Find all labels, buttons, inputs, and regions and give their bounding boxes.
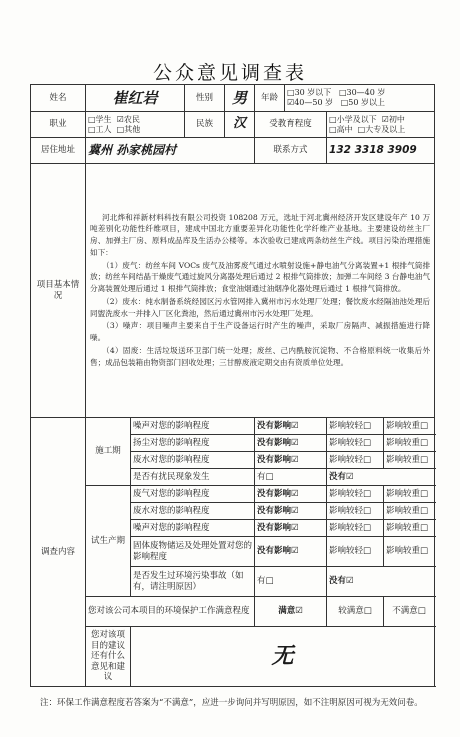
- edu-option[interactable]: ☑初中: [381, 114, 405, 124]
- answer-no-impact[interactable]: 没有影响☑: [255, 435, 327, 452]
- operation-label: 试生产期: [86, 486, 131, 597]
- answer-heavy-impact[interactable]: 影响较重□: [384, 486, 435, 503]
- answer-light-impact[interactable]: 影响较轻□: [327, 418, 384, 435]
- answer-heavy-impact[interactable]: 影响较重□: [384, 503, 435, 520]
- answer-no-impact[interactable]: 没有影响☑: [255, 486, 327, 503]
- edu-option[interactable]: □高中: [329, 124, 353, 134]
- answer-light-impact[interactable]: 影响较轻□: [327, 537, 384, 567]
- survey-item: 噪声对您的影响程度: [131, 520, 255, 537]
- survey-item: 废气对您的影响程度: [131, 486, 255, 503]
- edu-option[interactable]: □小学及以下: [329, 114, 377, 124]
- answer-heavy-impact[interactable]: 影响较重□: [384, 435, 435, 452]
- name-label: 姓名: [31, 85, 86, 112]
- answer-yes[interactable]: 有□: [255, 469, 327, 486]
- survey-label: 调查内容: [31, 418, 86, 687]
- survey-item: 固体废物储运及处理处置对您的影响程度: [131, 537, 255, 567]
- answer-no-impact[interactable]: 没有影响☑: [255, 503, 327, 520]
- answer-light-impact[interactable]: 影响较轻□: [327, 435, 384, 452]
- project-description: [86, 164, 435, 418]
- answer-heavy-impact[interactable]: 影响较重□: [384, 537, 435, 567]
- suggestion-value: 无: [131, 627, 435, 687]
- survey-item: 噪声对您的影响程度: [131, 418, 255, 435]
- answer-no-impact[interactable]: 没有影响☑: [255, 520, 327, 537]
- survey-item: 废水对您的影响程度: [131, 452, 255, 469]
- footnote: 注：环保工作满意程度若答案为“不满意”，应进一步询问并写明原因，如不注明原因可视为无效问卷。: [40, 698, 423, 708]
- answer-light-impact[interactable]: 影响较轻□: [327, 503, 384, 520]
- gender-value: 男: [225, 85, 255, 112]
- page-title: 公众意见调查表: [152, 62, 307, 84]
- suggestion-label: 您对该项目的建议还有什么意见和建议: [86, 627, 131, 687]
- name-value: 崔红岩: [86, 85, 185, 112]
- job-option[interactable]: □其他: [116, 124, 141, 134]
- gender-label: 性别: [185, 85, 225, 112]
- age-option[interactable]: □30—40 岁: [338, 88, 386, 97]
- answer-no-impact[interactable]: 没有影响☑: [255, 537, 327, 567]
- answer-heavy-impact[interactable]: 影响较重□: [384, 452, 435, 469]
- satisfaction-item: 您对该公司本项目的环境保护工作满意程度: [86, 597, 255, 627]
- job-option[interactable]: □学生: [88, 114, 112, 124]
- ethnic-value: 汉: [225, 112, 255, 138]
- edu-label: 受教育程度: [255, 112, 327, 138]
- job-options: [86, 112, 185, 138]
- project-noise: （3）噪声：项目噪声主要来自于生产设备运行时产生的噪声，采取厂房隔声、减振措施进行降噪。: [90, 321, 431, 343]
- survey-item: 是否发生过环境污染事故（如有，请注明原因）: [131, 567, 255, 597]
- answer-heavy-impact[interactable]: 影响较重□: [384, 520, 435, 537]
- survey-item: 废水对您的影响程度: [131, 503, 255, 520]
- project-exhaust: （1）废气：纺丝车间 VOCs 废气及油雾废气通过水喷射设施+静电油气分离装置+1 根排气筒排放；纺丝车间结晶干燥废气通过旋风分离器处理后通过 2 根排气筒排放；加弹二车间经 3 台静电油气分离装置处理后通过 1 根排气筒排放；食堂油烟通过油烟净化器处理后通过 1 根排气筒排放。: [90, 260, 431, 294]
- answer-fairly-satisfied[interactable]: 较满意□: [327, 597, 384, 627]
- construction-label: 施工期: [86, 418, 131, 486]
- contact-label: 联系方式: [255, 138, 327, 164]
- ethnic-label: 民族: [185, 112, 225, 138]
- project-intro: 河北烨和祥新材料科技有限公司投资 108208 万元，选址于河北冀州经济开发区建设年产 10 万吨差别化功能性纤维项目，建成中国北方重要差异化功能性化学纤维产业基地。主要建设纺丝主厂房、加弹主厂房、原料成品库及生活办公楼等。本次验收已建成两条纺丝生产线。项目污染治理措施如下：: [90, 212, 431, 257]
- survey-table: [30, 84, 435, 687]
- project-label: 项目基本情况: [31, 164, 86, 418]
- edu-options: [327, 112, 435, 138]
- answer-light-impact[interactable]: 影响较轻□: [327, 520, 384, 537]
- answer-heavy-impact[interactable]: 影响较重□: [384, 418, 435, 435]
- job-option[interactable]: ☑农民: [116, 114, 140, 124]
- answer-no[interactable]: 没有☑: [327, 567, 435, 597]
- address-value: 冀州 孙家桃园村: [86, 138, 255, 164]
- edu-option[interactable]: □大专及以上: [357, 124, 406, 134]
- contact-value: 132 3318 3909: [327, 138, 435, 164]
- answer-no[interactable]: 没有☑: [327, 469, 435, 486]
- survey-item: 是否有扰民现象发生: [131, 469, 255, 486]
- survey-item: 扬尘对您的影响程度: [131, 435, 255, 452]
- answer-light-impact[interactable]: 影响较轻□: [327, 486, 384, 503]
- age-options: [285, 85, 435, 112]
- address-label: 居住地址: [31, 138, 86, 164]
- age-option[interactable]: □30 岁以下: [287, 88, 332, 97]
- age-option[interactable]: □50 岁以上: [340, 98, 386, 107]
- answer-yes[interactable]: 有□: [255, 567, 327, 597]
- answer-no-impact[interactable]: 没有影响☑: [255, 418, 327, 435]
- age-option[interactable]: ☑40—50 岁: [287, 98, 334, 107]
- answer-satisfied[interactable]: 满意☑: [255, 597, 327, 627]
- job-label: 职业: [31, 112, 86, 138]
- job-option[interactable]: □工人: [88, 124, 112, 134]
- answer-unsatisfied[interactable]: 不满意□: [384, 597, 435, 627]
- answer-no-impact[interactable]: 没有影响☑: [255, 452, 327, 469]
- age-label: 年龄: [255, 85, 285, 112]
- answer-light-impact[interactable]: 影响较轻□: [327, 452, 384, 469]
- project-solid: （4）固废：生活垃圾送环卫部门统一处理；废丝、己内酰胺沉淀物、不合格原料统一收集后外售；成品包装箱由物资部门回收处理；三甘醇废液定期交由有资质单位处理。: [90, 345, 431, 367]
- project-water: （2）废水：纯水制备系统经园区污水管网排入冀州市污水处理厂处理；餐饮废水经隔油池处理后同盥洗废水一并排入厂区化粪池，然后通过冀州市污水处理厂处理。: [90, 296, 431, 318]
